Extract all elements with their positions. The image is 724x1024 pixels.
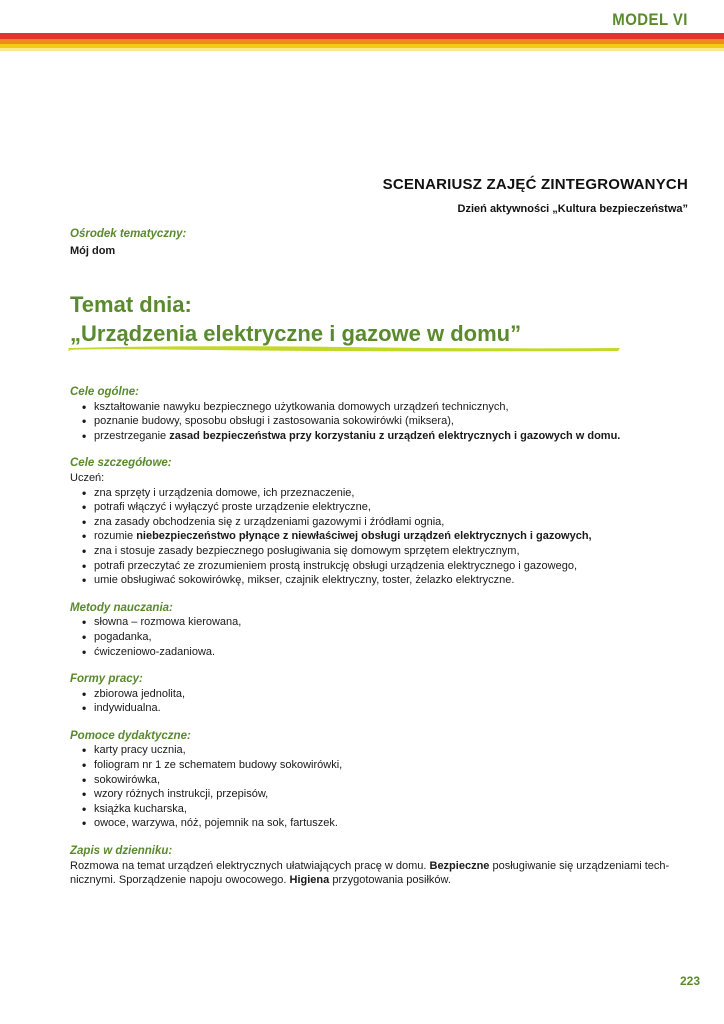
title-line-1: Temat dnia: [70,292,192,317]
zapis-label: Zapis w dzienniku: [70,845,173,858]
section-metody [70,601,690,659]
pomoce-list [70,743,690,831]
list-item: • indywidualna. [94,701,690,716]
list-item: • zna i stosuje zasady bezpiecznego posługiwania się domowym sprzętem elektrycznym, [94,544,690,559]
scenario-title: SCENARIUSZ ZAJĘĆ ZINTEGROWANYCH [382,176,688,193]
uczen-intro: Uczeń: [70,471,105,484]
cele-szczegolowe-list [70,486,690,588]
formy-list [70,687,690,716]
zapis-line-1 [70,859,690,874]
title-underline-brush [68,344,620,352]
cele-ogolne-list [70,400,690,444]
list-item: • umie obsługiwać sokowirówkę, mikser, czajnik elektryczny, toster, żelazko elektryczne. [94,573,690,588]
section-pomoce [70,729,690,831]
osrodek-value: Mój dom [70,245,116,257]
list-item: • pogadanka, [94,630,690,645]
metody-list [70,615,690,659]
page-title [70,290,521,348]
formy-label: Formy pracy: [70,673,143,686]
zapis-bold: Higiena [289,874,330,887]
item-bold-text: zasad bezpieczeństwa przy korzystaniu z urządzeń elektrycznych i gazowych w domu. [169,429,621,442]
pomoce-label: Pomoce dydaktyczne: [70,729,191,742]
list-item: • foliogram nr 1 ze schematem budowy sokowirówki, [94,758,690,773]
list-item: • potrafi przeczytać ze zrozumieniem prostą instrukcję obsługi urządzenia elektrycznego i gazowego, [94,559,690,574]
day-line: Dzień aktywności „Kultura bezpieczeństwa” [457,203,688,215]
section-cele-ogolne [70,385,690,443]
osrodek-label: Ośrodek tematyczny: [70,228,187,240]
zapis-text: nicznymi. Sporządzenie napoju owocowego. [70,874,290,887]
list-item: • zna zasady obchodzenia się z urządzeniami gazowymi i źródłami ognia, [94,515,690,530]
list-item: • potrafi włączyć i wyłączyć proste urządzenie elektryczne, [94,500,690,515]
zapis-bold: Bezpieczne [429,859,490,872]
list-item: • karty pracy ucznia, [94,743,690,758]
cele-szczegolowe-label: Cele szczegółowe: [70,457,172,470]
zapis-text: przygotowania posiłków. [329,874,451,887]
list-item: • ćwiczeniowo-zadaniowa. [94,645,690,660]
section-zapis [70,844,690,888]
header-stripe-light [0,48,724,51]
list-item: • książka kucharska, [94,802,690,817]
cele-ogolne-label: Cele ogólne: [70,386,140,398]
list-item [94,529,690,544]
list-item: • wzory różnych instrukcji, przepisów, [94,787,690,802]
item-text: przestrzeganie [94,429,170,442]
page-number: 223 [679,974,700,988]
zapis-text: posługiwanie się urządzeniami tech- [489,859,670,872]
list-item: • sokowirówka, [94,773,690,788]
list-item: • zna sprzęty i urządzenia domowe, ich przeznaczenie, [94,486,690,501]
list-item: • poznanie budowy, sposobu obsługi i zastosowania sokowirówki (miksera), [94,414,690,429]
section-formy [70,672,690,716]
list-item: • zbiorowa jednolita, [94,687,690,702]
list-item [94,429,690,444]
section-cele-szczegolowe [70,456,690,587]
model-label: MODEL VI [612,10,688,29]
title-line-2: „Urządzenia elektryczne i gazowe w domu” [70,321,522,346]
list-item: • owoce, warzywa, nóż, pojemnik na sok, fartuszek. [94,816,690,831]
list-item: • słowna – rozmowa kierowana, [94,615,690,630]
item-bold-text: niebezpieczeństwo płynące z niewłaściwej obsługi urządzeń elektrycznych i gazowych, [136,530,592,543]
zapis-line-2 [70,873,690,888]
lesson-content [70,385,690,888]
list-item: • kształtowanie nawyku bezpiecznego użytkowania domowych urządzeń technicznych, [94,400,690,415]
zapis-text: Rozmowa na temat urządzeń elektrycznych ułatwiających pracę w domu. [70,859,430,872]
item-text: rozumie [94,530,137,543]
metody-label: Metody nauczania: [70,601,173,614]
